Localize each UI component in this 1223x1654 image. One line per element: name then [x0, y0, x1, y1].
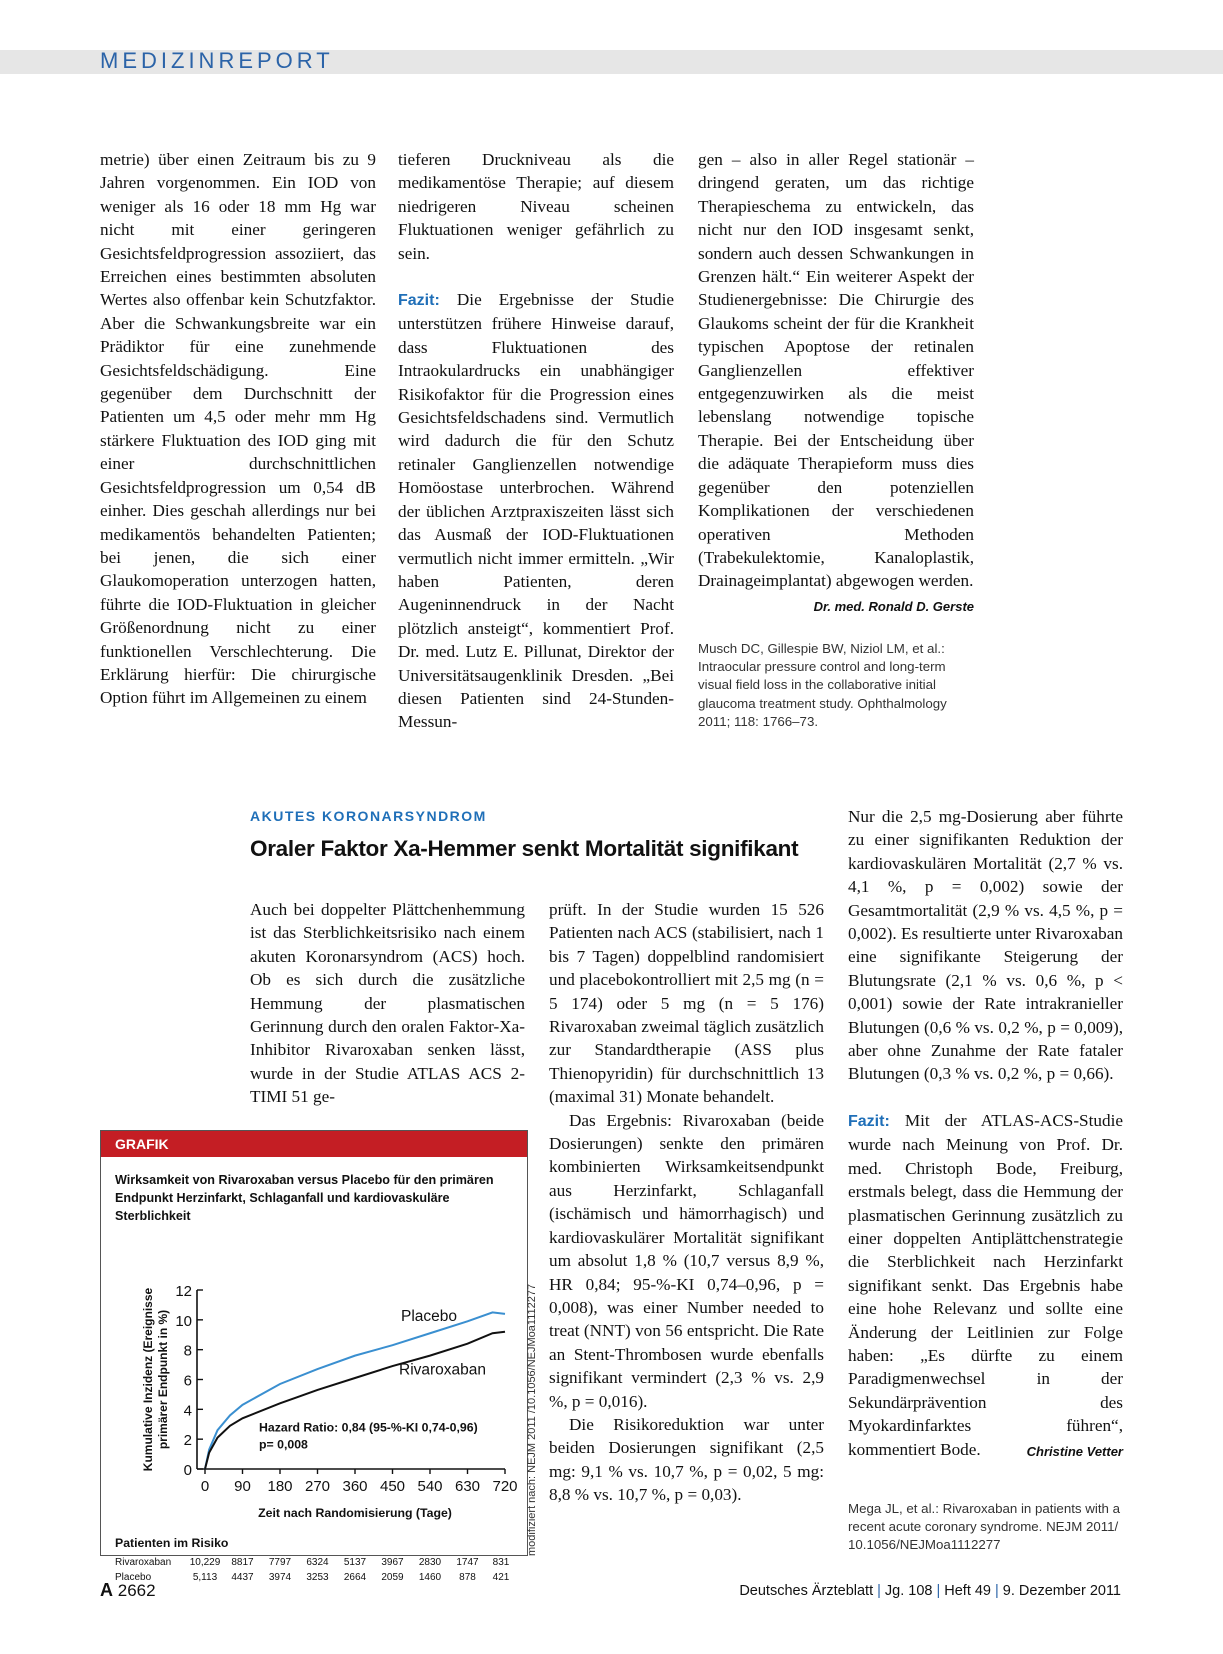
bottom-col2-paragraph-3: Die Risikoreduktion war unter beiden Dosierungen signifikant (2,5 mg: 9,1 % vs. 10,7 %, p = 0,02, 5 mg: 8,8 % vs. 10,7 %, p = 0,03). — [549, 1414, 824, 1505]
top-col3-text — [698, 148, 974, 614]
journal-date: 9. Dezember 2011 — [1002, 1583, 1121, 1599]
risk-cell: 421 — [492, 1572, 510, 1583]
y-tick-label: 12 — [175, 1283, 192, 1300]
x-tick-label: 630 — [454, 1478, 481, 1495]
top-article-author: Dr. med. Ronald D. Gerste — [813, 598, 974, 614]
risk-row-name: Rivaroxaban — [115, 1557, 172, 1568]
bottom-article-reference: Mega JL, et al.: Rivaroxaban in patients with a recent acute coronary syndrome. NEJM 2011/ 10.1056/NEJMoa1112277 — [848, 1501, 1120, 1553]
grafik-header: GRAFIK — [101, 1131, 527, 1157]
page-number — [100, 1580, 156, 1601]
bottom-col1-text: Auch bei doppelter Plättchenhemmung ist das Sterblichkeitsrisiko nach einem akuten Koronarsyndrom (ACS) hoch. Ob es sich durch die zusätzliche Hemmung der plasmatischen Gerinnung durch den oralen Faktor-Xa-Inhibitor Rivaroxaban senken lässt, wurde in der Studie ATLAS ACS 2-TIMI 51 ge- — [250, 900, 525, 1107]
top-article-column-3 — [698, 148, 974, 618]
page-number-value: 2662 — [117, 1581, 156, 1600]
risk-cell: 1460 — [418, 1572, 442, 1583]
article-headline: Oraler Faktor Xa-Hemmer senkt Mortalität signifikant — [250, 836, 799, 861]
risk-cell: 3974 — [268, 1572, 292, 1583]
risk-table-header: Patienten im Risiko — [115, 1536, 229, 1550]
series-line-placebo — [205, 1312, 505, 1469]
chart-series — [205, 1312, 505, 1469]
risk-cell: 10,229 — [189, 1557, 221, 1568]
top-col2-paragraph-1: tieferen Druckniveau als die medikamentöse Therapie; auf diesem niedrigeren Niveau scheinen Fluktuationen weniger gefährlich zu sein. — [398, 150, 674, 263]
journal-issue: Heft 49 — [944, 1583, 991, 1599]
y-tick-label: 10 — [175, 1312, 192, 1330]
x-axis-label: Zeit nach Randomisierung (Tage) — [258, 1506, 452, 1520]
risk-cell: 2830 — [418, 1557, 442, 1568]
page-prefix: A — [100, 1580, 113, 1600]
series-label-rivaroxaban: Rivaroxaban — [399, 1361, 487, 1379]
top-col2-paragraph-2-text: Die Ergebnisse der Studie unterstützen frühere Hinweise darauf, dass Fluktuationen des Intraokulardrucks ein unabhängiger Risikofaktor für die Progression eines Gesichtsfeldschadens sind. Vermutlich wird dadurch die für den Schutz retinaler Ganglienzellen notwendige Homöostase unterbrochen. Während der üblichen Arztpraxiszeiten lässt sich das Ausmaß der IOD-Fluktuationen vermutlich nicht immer ermitteln. „Wir haben Patienten, deren Augeninnendruck in der Nacht plötzlich ansteigt“, kommentiert Prof. Dr. med. Lutz E. Pillunat, Direktor der Universitätsaugenklinik Dresden. „Bei diesen Patienten sind 24-Stunden-Messun- — [398, 290, 674, 732]
bottom-col3-paragraph-2 — [848, 1109, 1123, 1461]
grafik-title: Wirksamkeit von Rivaroxaban versus Placebo für den primären Endpunkt Herzinfarkt, Schlaganfall und kardiovaskuläre Sterblichkeit — [115, 1173, 494, 1223]
x-tick-label: 450 — [379, 1478, 406, 1495]
section-title: MEDIZINREPORT — [100, 48, 334, 73]
risk-cell: 2664 — [343, 1572, 367, 1583]
chart-labels — [115, 1287, 510, 1583]
footer-separator: | — [877, 1583, 881, 1599]
top-article-column-2 — [398, 148, 674, 734]
bottom-col3-paragraph-2-text: Mit der ATLAS-ACS-Studie wurde nach Meinung von Prof. Dr. med. Christoph Bode, Freiburg, erstmals belegt, dass die Hemmung der plasmatischen Gerinnung zusätzlich zu einer doppelten Antiplättchenstrategie die Sterblichkeit nach Herzinfarkt signifikant senkt. Das Ergebnis habe eine hohe Relevanz und sollte eine Änderung der Leitlinien zur Folge haben: „Es dürfte zu einem Paradigmenwechsel in der Sekundärprävention des Myokardinfarktes führen“, kommentiert Bode. — [848, 1110, 1123, 1459]
hazard-ratio-annotation: Hazard Ratio: 0,84 (95-%-KI 0,74-0,96) — [259, 1420, 478, 1435]
bottom-col2-paragraph-1: prüft. In der Studie wurden 15 526 Patienten nach ACS (stabilisiert, nach 1 bis 7 Tagen) doppelblind randomisiert und placebokontrolliert mit 2,5 mg (n = 5 174) oder 5 mg (n = 5 176) Rivaroxaban zweimal täglich zusätzlich zur Standardtherapie (ASS plus Thienopyridin) für durchschnittlich 13 (maximal 31) Monate behandelt. — [549, 900, 824, 1107]
risk-cell: 2059 — [381, 1572, 404, 1583]
footer-separator: | — [995, 1583, 999, 1599]
grafik-credit — [526, 1283, 544, 1560]
x-tick-label: 180 — [267, 1478, 293, 1495]
journal-name: Deutsches Ärzteblatt — [739, 1583, 874, 1599]
journal-volume: Jg. 108 — [884, 1583, 933, 1599]
risk-cell: 1747 — [456, 1557, 479, 1568]
grafik-box — [100, 1130, 528, 1583]
top-article-reference: Musch DC, Gillespie BW, Niziol LM, et al.: Intraocular pressure control and long-term visual field loss in the collaborative initial glaucoma treatment study. Ophthalmology 2011; 118: 1766–73. — [698, 641, 947, 729]
journal-footer — [739, 1583, 1121, 1599]
x-tick-label: 540 — [417, 1478, 443, 1495]
y-axis-label: primärer Endpunkt in %) — [156, 1309, 170, 1450]
top-col3-text-body: gen – also in aller Regel stationär – dringend geraten, um das richtige Therapieschema zu entwickeln, das nicht nur den IOD insgesamt senkt, sondern auch dessen Schwankungen in Grenzen hält.“ Ein weiterer Aspekt der Studienergebnisse: Die Chirurgie des Glaukoms scheint der für die Krankheit typischen Apoptose der retinalen Ganglienzellen effektiver entgegenzuwirken als die meist lebenslang notwendige topische Therapie. Bei der Entscheidung über die adäquate Therapieform muss dies gegenüber den potenziellen Komplikationen der verschiedenen operativen Methoden (Trabekulektomie, Kanaloplastik, Drainageimplantat) abgewogen werden. — [698, 150, 974, 591]
risk-cell: 8817 — [231, 1557, 254, 1568]
x-tick-label: 360 — [342, 1478, 368, 1495]
risk-cell: 4437 — [231, 1572, 254, 1583]
x-tick-label: 720 — [492, 1478, 518, 1495]
y-axis-label: Kumulative Inzidenz (Ereignisse — [141, 1287, 155, 1472]
y-tick-label: 8 — [183, 1342, 192, 1360]
x-tick-label: 270 — [304, 1478, 331, 1495]
fazit-label: Fazit: — [398, 292, 440, 310]
risk-cell: 3967 — [381, 1557, 404, 1568]
bottom-col2-paragraph-2: Das Ergebnis: Rivaroxaban (beide Dosierungen) senkte den primären kombinierten Wirksamkeitsendpunkt aus Herzinfarkt, Schlaganfall (ischämisch und hämorrhagisch) und kardiovaskulärer Mortalität signifikant um absolut 1,8 % (10,7 versus 8,9 %, HR 0,84; 95-%-KI 0,74–0,96, p = 0,008), was einer Number needed to treat (NNT) von 56 entspricht. Die Rate an Stent-Thrombosen wurde ebenfalls signifikant vermindert (2,3 % vs. 2,9 %, p = 0,016). — [549, 1110, 824, 1411]
article-kicker: AKUTES KORONARSYNDROM — [250, 808, 487, 824]
bottom-article-column-1 — [250, 898, 525, 1109]
risk-row-name: Placebo — [115, 1572, 152, 1583]
bottom-article-author: Christine Vetter — [1026, 1443, 1123, 1459]
risk-cell: 831 — [492, 1557, 510, 1568]
risk-cell: 5,113 — [192, 1572, 218, 1583]
y-tick-label: 0 — [183, 1462, 192, 1479]
risk-cell: 7797 — [268, 1557, 292, 1568]
y-tick-label: 2 — [183, 1432, 192, 1450]
hazard-ratio-annotation: p= 0,008 — [259, 1437, 308, 1452]
x-tick-label: 0 — [200, 1478, 210, 1495]
x-tick-label: 90 — [234, 1478, 251, 1495]
bottom-article-column-3 — [848, 805, 1123, 1463]
y-tick-label: 4 — [183, 1402, 192, 1420]
top-col2-paragraph-2 — [398, 288, 674, 734]
footer-separator: | — [936, 1583, 941, 1599]
top-col1-text: metrie) über einen Zeitraum bis zu 9 Jahren vorgenommen. Ein IOD von weniger als 16 oder 18 mm Hg war nicht mit einer geringeren Gesichtsfeldprogression assoziiert, das Erreichen eines bestimmten absoluten Wertes also offenbar kein Schutzfaktor. Aber die Schwankungsbreite war ein Prädiktor für eine zunehmende Gesichtsfeldschädigung. Eine gegenüber dem Durchschnitt der Patienten um 4,5 oder mehr mm Hg stärkere Fluktuation des IOD ging mit einer durchschnittlichen Gesichtsfeldprogression um 0,54 dB einher. Dies geschah allerdings nur bei medikamentös behandelten Patienten; bei jenen, die sich einer Glaukomoperation unterzogen hatten, führte die IOD-Fluktuation in gleicher Größenordnung nicht zu einer funktionellen Verschlechterung. Die Erklärung hierfür: Die chirurgische Option führt im Allgemeinen zu einem — [100, 150, 376, 708]
bottom-article-column-2 — [549, 898, 824, 1507]
series-label-placebo: Placebo — [401, 1307, 458, 1325]
risk-cell: 6324 — [306, 1557, 329, 1568]
top-article-column-1 — [100, 148, 376, 710]
kaplan-meier-chart — [101, 1131, 527, 1583]
risk-cell: 5137 — [343, 1557, 367, 1568]
chart-axes — [175, 1283, 517, 1495]
fazit-label: Fazit: — [848, 1112, 890, 1130]
bottom-col3-paragraph-1: Nur die 2,5 mg-Dosierung aber führte zu einer signifikanten Reduktion der kardiovaskulären Mortalität (2,7 % vs. 4,1 %, p = 0,002) sowie der Gesamtmortalität (2,9 % vs. 4,5 %, p = 0,002). Es resultierte unter Rivaroxaban eine signifikante Steigerung der Blutungsrate (2,1 % vs. 0,6 %, p < 0,001) sowie der Rate intrakranieller Blutungen (0,6 % vs. 0,2 %, p = 0,009), aber ohne Zunahme der Rate fataler Blutungen (0,3 % vs. 0,2 %, p = 0,66). — [848, 807, 1123, 1084]
y-tick-label: 6 — [183, 1372, 192, 1390]
risk-cell: 3253 — [306, 1572, 329, 1583]
risk-cell: 878 — [459, 1572, 476, 1583]
grafik-credit-text: modifiziert nach: NEJM 2011 /10.1056/NEJMoa1112277 — [526, 1283, 538, 1556]
